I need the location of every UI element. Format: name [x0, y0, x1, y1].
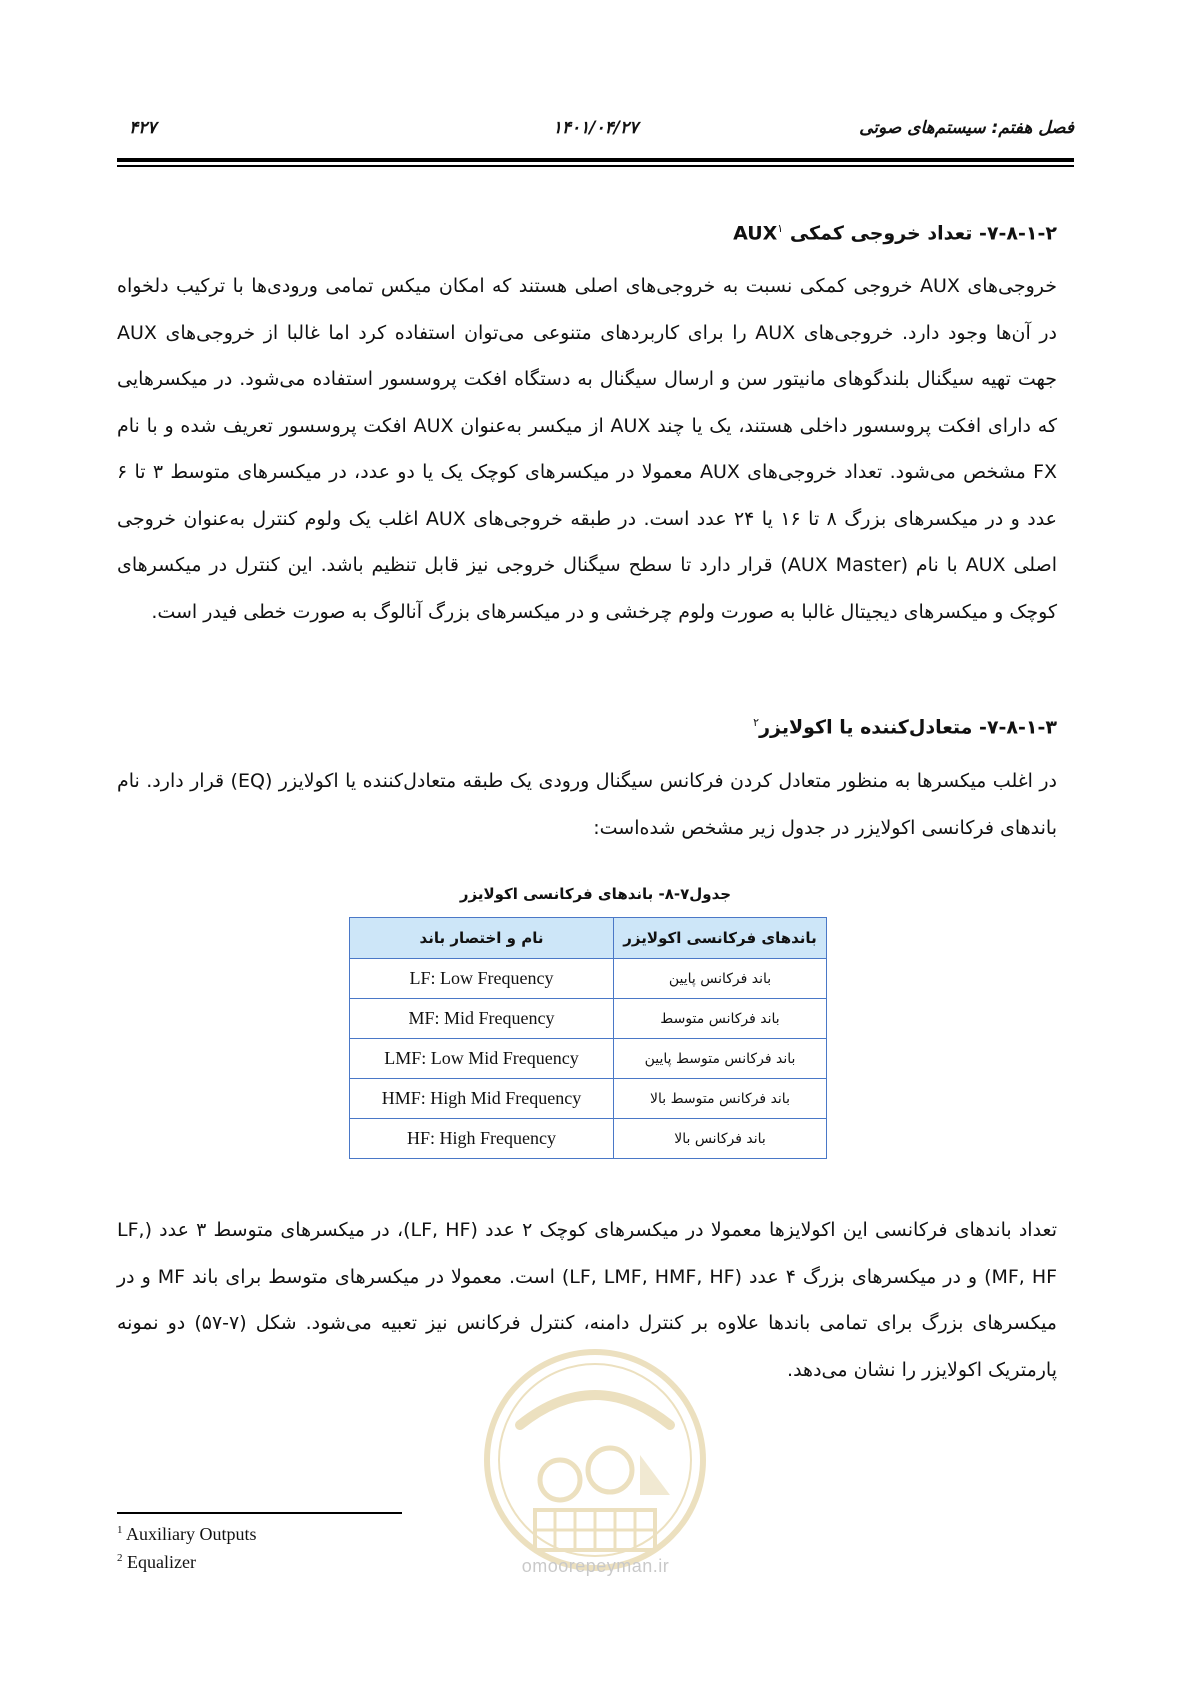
table-cell-en: LMF: Low Mid Frequency — [350, 1039, 614, 1079]
table-header-row — [350, 918, 827, 959]
chapter-title: فصل هفتم: سیستم‌های صوتی — [859, 118, 1074, 138]
footnote-num: 2 — [117, 1552, 123, 1564]
seal-logo-icon — [480, 1345, 710, 1575]
table-cell-en: HMF: High Mid Frequency — [350, 1079, 614, 1119]
table-row — [350, 1039, 827, 1079]
heading-aux-text: ۷-۸-۱-۲- تعداد خروجی کمکی AUX — [733, 222, 1057, 245]
paragraph-aux: خروجی‌های AUX خروجی کمکی نسبت به خروجی‌های اصلی هستند که امکان میکس تمامی ورودی‌ها با ترکیب دلخواه در آن‌ها وجود دارد. خروجی‌های AUX را برای کاربردهای متنوعی می‌توان استفاده کرد اما غالبا از خروجی‌های AUX جهت تهیه سیگنال بلندگوهای مانیتور سن و ارسال سیگنال به دستگاه افکت پروسسور استفاده می‌شود. در میکسرهایی که دارای افکت پروسسور داخلی هستند، یک یا چند AUX از میکسر به‌عنوان AUX افکت پروسسور تعریف شده و با نام FX مشخص می‌شود. تعداد خروجی‌های AUX معمولا در میکسرهای کوچک یک یا دو عدد، در میکسرهای متوسط ۳ تا ۶ عدد و در میکسرهای بزرگ ۸ تا ۱۶ یا ۲۴ عدد است. در طبقه خروجی‌های AUX اغلب یک ولوم کنترل به‌عنوان خروجی اصلی AUX با نام (AUX Master) قرار دارد تا سطح سیگنال خروجی نیز قابل تنظیم باشد. این کنترل در میکسرهای کوچک و میکسرهای دیجیتال غالبا به صورت ولوم چرخشی و در میکسرهای بزرگ آنالوگ به صورت خطی فیدر است. — [117, 275, 1058, 623]
page-number: ۴۲۷ — [129, 118, 157, 138]
table-row — [350, 1079, 827, 1119]
table-header-en: نام و اختصار باند — [350, 918, 614, 959]
footnotes — [117, 1518, 257, 1574]
table-cell-fa: باند فرکانس بالا — [614, 1119, 827, 1159]
paragraph-eq: در اغلب میکسرها به منظور متعادل کردن فرکانس سیگنال ورودی یک طبقه متعادل‌کننده یا اکولایزر (EQ) قرار دارد. نام باندهای فرکانسی اکولایزر در جدول زیر مشخص شده‌است: — [117, 770, 1058, 839]
header-rule-thick — [117, 158, 1074, 162]
heading-eq-text: ۷-۸-۱-۳- متعادل‌کننده یا اکولایزر — [759, 716, 1057, 739]
table-row — [350, 1119, 827, 1159]
footnote-num: 1 — [117, 1524, 123, 1536]
footnote-rule — [117, 1512, 402, 1514]
watermark-site: omoorepeyman.ir — [521, 1556, 670, 1576]
paragraph-after-table: تعداد باندهای فرکانسی این اکولایزها معمولا در میکسرهای کوچک ۲ عدد (LF, HF)، در میکسرهای متوسط ۳ عدد (LF, MF, HF) و در میکسرهای بزرگ ۴ عدد (LF, LMF, HMF, HF) است. معمولا در میکسرهای متوسط برای باند MF و در میکسرهای بزرگ برای تمامی باندها علاوه بر کنترل دامنه، کنترل فرکانس نیز تعبیه می‌شود. شکل (۷-۵۷) دو نمونه پارمتریک اکولایزر را نشان می‌دهد. — [117, 1219, 1058, 1381]
eq-bands-table — [349, 917, 827, 1159]
table-cell-fa: باند فرکانس متوسط — [614, 999, 827, 1039]
footnote-marker-1: ۱ — [777, 222, 784, 235]
table-cell-fa: باند فرکانس متوسط پایین — [614, 1039, 827, 1079]
table-header-fa: باندهای فرکانسی اکولایزر — [614, 918, 827, 959]
footnote-item — [117, 1518, 257, 1546]
footnote-text: Auxiliary Outputs — [126, 1524, 257, 1544]
header-rule-thin — [117, 165, 1074, 167]
page-header — [117, 118, 1074, 148]
table-row — [350, 959, 827, 999]
table-cell-en: MF: Mid Frequency — [350, 999, 614, 1039]
footnote-marker-2: ۲ — [753, 716, 760, 729]
section-heading-aux — [117, 222, 1057, 244]
table-caption: جدول۷-۸- باندهای فرکانسی اکولایزر — [459, 885, 732, 903]
header-date: ۱۴۰۱/۰۴/۲۷ — [552, 118, 639, 138]
footnote-item — [117, 1546, 257, 1574]
table-cell-fa: باند فرکانس متوسط بالا — [614, 1079, 827, 1119]
section-heading-eq — [117, 716, 1057, 738]
table-cell-fa: باند فرکانس پایین — [614, 959, 827, 999]
footnote-text: Equalizer — [127, 1552, 196, 1572]
table-cell-en: HF: High Frequency — [350, 1119, 614, 1159]
table-row — [350, 999, 827, 1039]
table-cell-en: LF: Low Frequency — [350, 959, 614, 999]
